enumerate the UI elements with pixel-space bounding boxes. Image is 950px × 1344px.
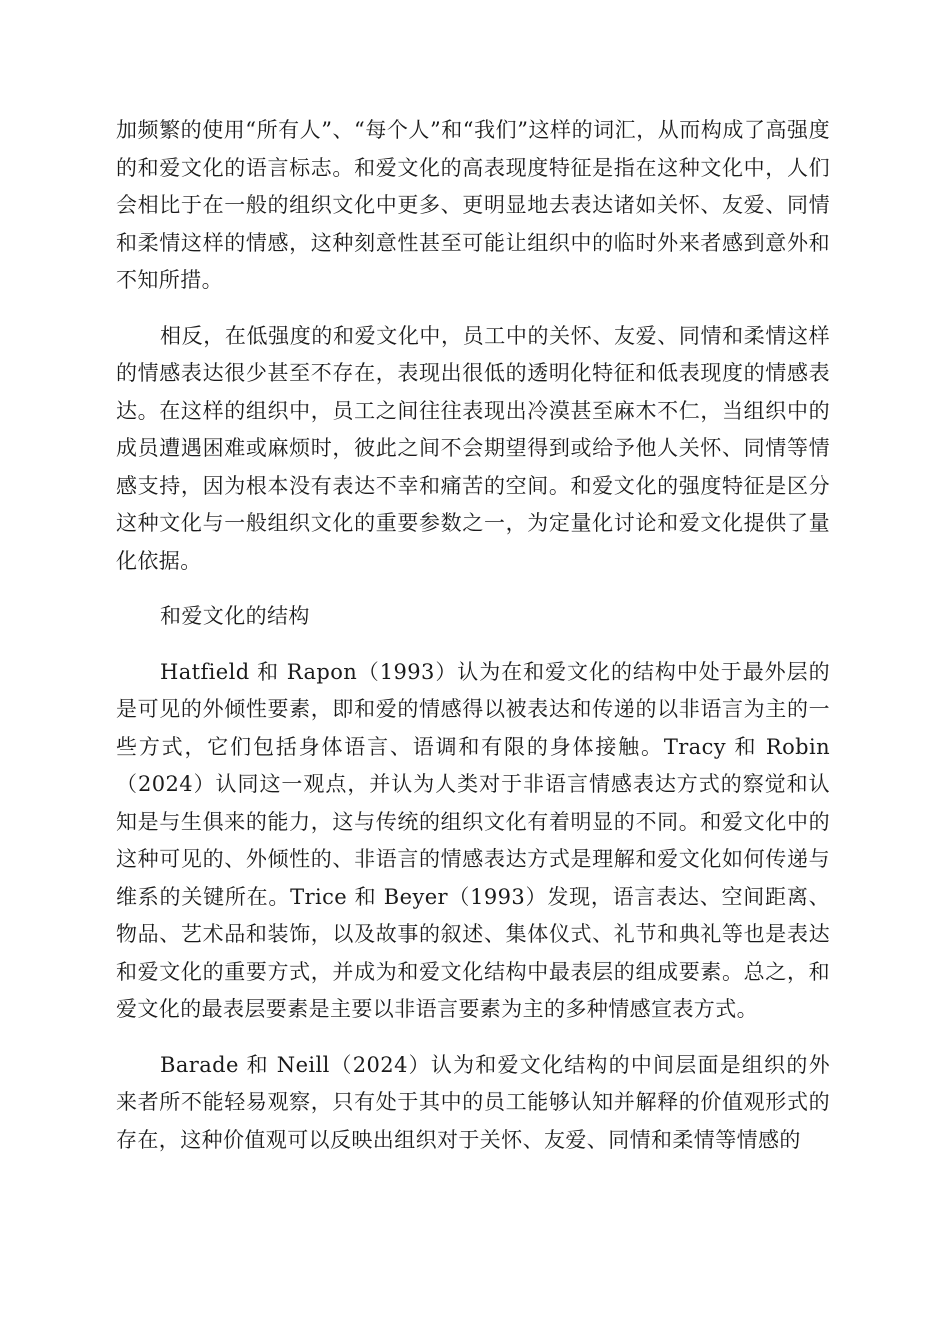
body-paragraph-4: Barade 和 Neill（2024）认为和爱文化结构的中间层面是组织的外来者所不能轻易观察，只有处于其中的员工能够认知并解释的价值观形式的存在，这种价值观可以反映出组织对于关怀、友爱、同情和柔情等情感的 [116, 1052, 830, 1152]
document-page [116, 112, 830, 1177]
body-paragraph-1: 加频繁的使用“所有人”、“每个人”和“我们”这样的词汇，从而构成了高强度的和爱文化的语言标志。和爱文化的高表现度特征是指在这种文化中，人们会相比于在一般的组织文化中更多、更明显地去表达诸如关怀、友爱、同情和柔情这样的情感，这种刻意性甚至可能让组织中的临时外来者感到意外和不知所措。 [116, 118, 830, 292]
body-paragraph-2: 相反，在低强度的和爱文化中，员工中的关怀、友爱、同情和柔情这样的情感表达很少甚至不存在，表现出很低的透明化特征和低表现度的情感表达。在这样的组织中，员工之间往往表现出冷漠甚至麻木不仁，当组织中的成员遭遇困难或麻烦时，彼此之间不会期望得到或给予他人关怀、同情等情感支持，因为根本没有表达不幸和痛苦的空间。和爱文化的强度特征是区分这种文化与一般组织文化的重要参数之一，为定量化讨论和爱文化提供了量化依据。 [116, 323, 830, 573]
section-heading: 和爱文化的结构 [160, 604, 310, 628]
body-paragraph-3: Hatfield 和 Rapon（1993）认为在和爱文化的结构中处于最外层的是可见的外倾性要素，即和爱的情感得以被表达和传递的以非语言为主的一些方式，它们包括身体语言、语调和有限的身体接触。Tracy 和 Robin（2024）认同这一观点，并认为人类对于非语言情感表达方式的察觉和认知是与生俱来的能力，这与传统的组织文化有着明显的不同。和爱文化中的这种可见的、外倾性的、非语言的情感表达方式是理解和爱文化如何传递与维系的关键所在。Trice 和 Beyer（1993）发现，语言表达、空间距离、物品、艺术品和装饰，以及故事的叙述、集体仪式、礼节和典礼等也是表达和爱文化的重要方式，并成为和爱文化结构中最表层的组成要素。总之，和爱文化的最表层要素是主要以非语言要素为主的多种情感宣表方式。 [116, 659, 830, 1021]
